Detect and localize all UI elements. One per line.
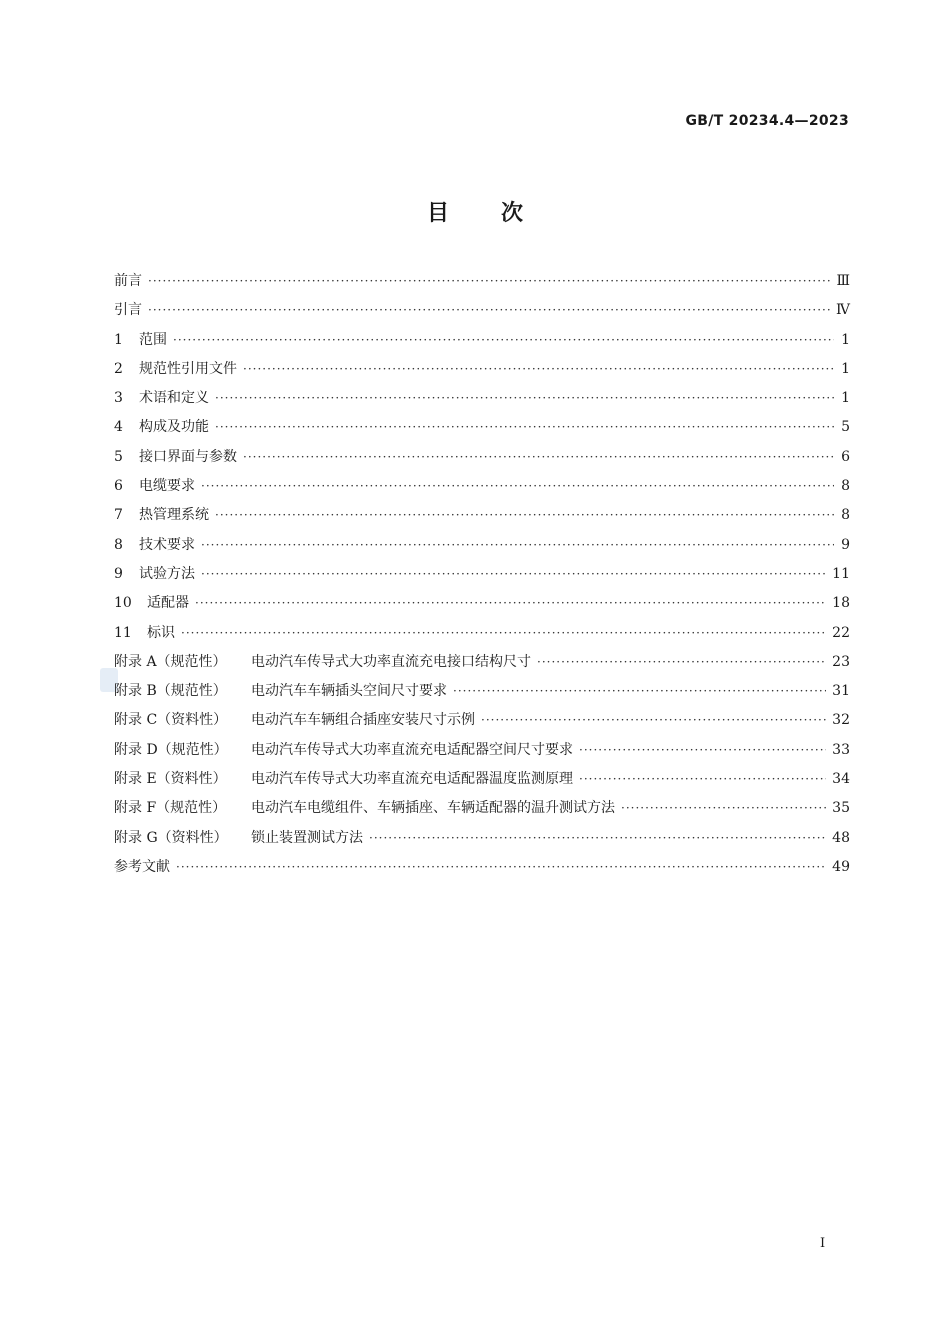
leader-dots [579, 743, 826, 757]
toc-entry-label: 构成及功能 [139, 419, 209, 436]
toc-entry-page: 1 [841, 331, 850, 348]
appendix-type: 附录 E（资料性） [114, 771, 227, 788]
toc-entry-6[interactable] [114, 475, 850, 504]
toc-entry-9[interactable] [114, 563, 850, 592]
toc-entry-page: 1 [841, 360, 850, 377]
leader-dots [148, 274, 830, 288]
toc-entry-page: 48 [832, 829, 850, 846]
toc-entry-page: 8 [841, 478, 850, 495]
toc-entry-label: 术语和定义 [139, 390, 209, 407]
toc-entry-number: 6 [114, 478, 123, 495]
toc-entry-page: 22 [832, 624, 850, 641]
toc-entry-page: 33 [832, 741, 850, 758]
toc-entry-2[interactable] [114, 358, 850, 387]
leader-dots [195, 596, 826, 610]
toc-entry-number: 2 [114, 360, 123, 377]
leader-dots [621, 801, 826, 815]
toc-entry-page: 23 [832, 653, 850, 670]
leader-dots [369, 831, 826, 845]
toc-entry-number: 4 [114, 419, 123, 436]
toc-entry-appendix-d[interactable] [114, 739, 850, 768]
toc-entry-number: 8 [114, 536, 123, 553]
toc-entry-label: 标识 [147, 624, 175, 641]
leader-dots [176, 860, 826, 874]
toc-entry-page: 11 [832, 565, 850, 582]
leader-dots [243, 362, 834, 376]
appendix-type: 附录 G（资料性） [114, 829, 228, 846]
toc-entry-number: 5 [114, 448, 123, 465]
toc-entry-number: 7 [114, 507, 123, 524]
toc-entry-label: 参考文献 [114, 858, 170, 875]
toc-entry-4[interactable] [114, 416, 850, 445]
toc-entry-label: 锁止装置测试方法 [251, 829, 363, 846]
toc-entry-page: 5 [841, 419, 850, 436]
toc-entry-7[interactable] [114, 504, 850, 533]
toc-entry-label: 电动汽车传导式大功率直流充电接口结构尺寸 [251, 653, 531, 670]
leader-dots [173, 333, 834, 347]
toc-entry-page: 34 [832, 771, 850, 788]
toc-entry-label: 接口界面与参数 [139, 448, 237, 465]
toc-entry-label: 热管理系统 [139, 507, 209, 524]
page-title: 目次 [426, 201, 575, 226]
leader-dots [201, 479, 834, 493]
leader-dots [215, 508, 834, 522]
toc-entry-appendix-a[interactable] [114, 651, 850, 680]
leader-dots [243, 450, 834, 464]
toc-entry-introduction[interactable] [114, 299, 850, 328]
table-of-contents [114, 270, 850, 885]
appendix-type: 附录 D（规范性） [114, 741, 228, 758]
toc-entry-page: 6 [841, 448, 850, 465]
toc-entry-page: 35 [832, 800, 850, 817]
toc-entry-appendix-b[interactable] [114, 680, 850, 709]
toc-entry-5[interactable] [114, 446, 850, 475]
toc-entry-8[interactable] [114, 534, 850, 563]
toc-entry-appendix-g[interactable] [114, 827, 850, 856]
toc-entry-1[interactable] [114, 329, 850, 358]
leader-dots [201, 538, 834, 552]
appendix-type: 附录 F（规范性） [114, 800, 227, 817]
toc-entry-label: 电动汽车车辆组合插座安装尺寸示例 [251, 712, 475, 729]
leader-dots [537, 655, 826, 669]
toc-entry-label: 范围 [139, 331, 167, 348]
toc-entry-label: 技术要求 [139, 536, 195, 553]
toc-entry-page: 49 [832, 858, 850, 875]
toc-entry-label: 电动汽车车辆插头空间尺寸要求 [251, 683, 447, 700]
toc-entry-label: 前言 [114, 273, 142, 289]
toc-entry-appendix-f[interactable] [114, 797, 850, 826]
leader-dots [481, 713, 826, 727]
toc-entry-number: 9 [114, 565, 123, 582]
toc-entry-references[interactable] [114, 856, 850, 885]
toc-entry-page: 18 [832, 595, 850, 612]
toc-entry-label: 电动汽车传导式大功率直流充电适配器空间尺寸要求 [251, 741, 573, 758]
leader-dots [579, 772, 826, 786]
toc-entry-appendix-c[interactable] [114, 709, 850, 738]
toc-entry-3[interactable] [114, 387, 850, 416]
toc-entry-label: 引言 [114, 302, 142, 319]
toc-entry-11[interactable] [114, 622, 850, 651]
leader-dots [181, 626, 826, 640]
toc-entry-label: 电缆要求 [139, 478, 195, 495]
toc-entry-10[interactable] [114, 592, 850, 621]
page-number: Ⅰ [820, 1236, 826, 1251]
toc-entry-number: 11 [114, 624, 132, 641]
toc-entry-page: Ⅳ [836, 302, 850, 319]
leader-dots [453, 684, 826, 698]
standard-code: GB/T 20234.4—2023 [685, 113, 849, 129]
toc-entry-label: 电动汽车传导式大功率直流充电适配器温度监测原理 [251, 771, 573, 788]
toc-entry-page: 9 [841, 536, 850, 553]
toc-entry-label: 规范性引用文件 [139, 360, 237, 377]
toc-entry-number: 1 [114, 331, 123, 348]
leader-dots [201, 567, 826, 581]
toc-entry-label: 试验方法 [139, 565, 195, 582]
toc-entry-number: 3 [114, 390, 123, 407]
toc-entry-page: Ⅲ [836, 273, 850, 289]
toc-entry-foreword[interactable] [114, 270, 850, 299]
toc-entry-appendix-e[interactable] [114, 768, 850, 797]
appendix-type: 附录 C（资料性） [114, 712, 228, 729]
leader-dots [215, 420, 834, 434]
leader-dots [215, 391, 834, 405]
appendix-type: 附录 B（规范性） [114, 683, 227, 700]
toc-entry-label: 电动汽车电缆组件、车辆插座、车辆适配器的温升测试方法 [251, 800, 615, 817]
toc-entry-number: 10 [114, 595, 132, 612]
toc-entry-label: 适配器 [147, 595, 189, 612]
toc-entry-page: 1 [841, 390, 850, 407]
toc-entry-page: 32 [832, 712, 850, 729]
appendix-type: 附录 A（规范性） [114, 653, 227, 670]
toc-entry-page: 8 [841, 507, 850, 524]
toc-entry-page: 31 [832, 683, 850, 700]
leader-dots [148, 303, 830, 317]
